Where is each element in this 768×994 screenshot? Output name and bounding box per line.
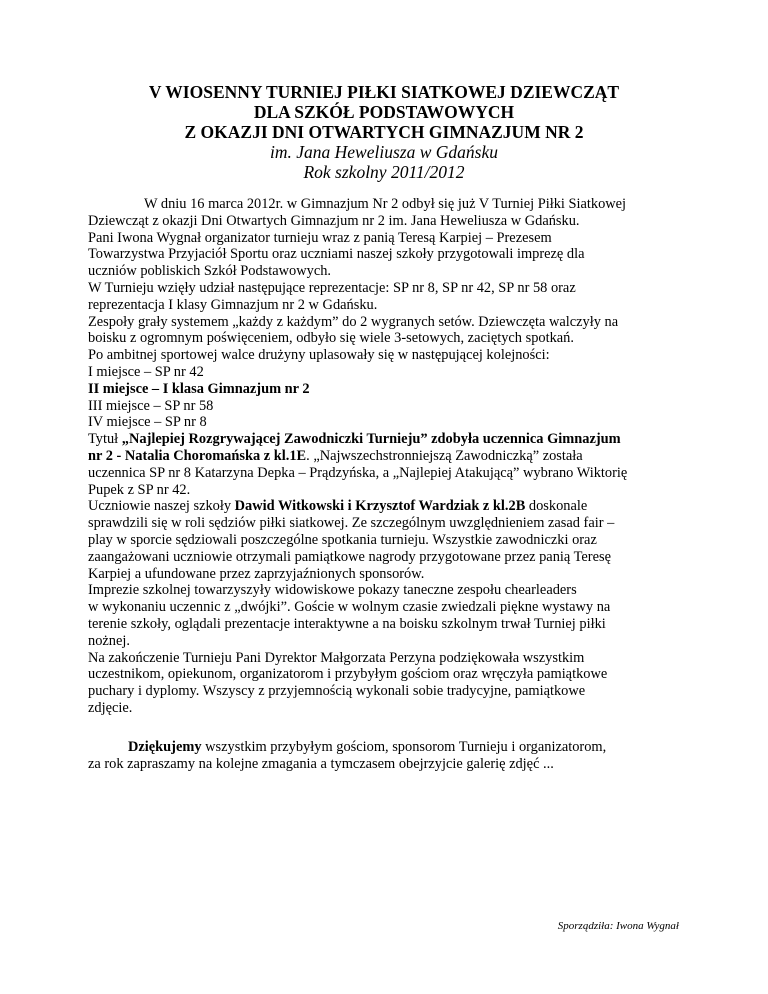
paragraph-line: Pani Iwona Wygnał organizator turnieju wraz z panią Teresą Karpiej – Prezesem bbox=[88, 229, 552, 246]
text: . „Najwszechstronniejszą Zawodniczką” została bbox=[306, 447, 583, 464]
signature: Sporządziła: Iwona Wygnał bbox=[557, 920, 679, 932]
paragraph-line: Imprezie szkolnej towarzyszyły widowiskowe pokazy taneczne zespołu chearleaders bbox=[88, 582, 577, 599]
paragraph-line: zaangażowani uczniowie otrzymali pamiątkowe nagrody przygotowane przez panią Teresę bbox=[88, 548, 611, 565]
article-body bbox=[88, 196, 688, 717]
bold-text: nr 2 - Natalia Choromańska z kl.1E bbox=[88, 447, 307, 464]
paragraph-line: za rok zapraszamy na kolejne zmagania a tymczasem obejrzyjcie galerię zdjęć ... bbox=[88, 755, 554, 772]
paragraph-line: Karpiej a ufundowane przez zaprzyjaźnionych sponsorów. bbox=[88, 565, 425, 582]
closing-paragraph bbox=[88, 739, 688, 773]
paragraph-line: Po ambitnej sportowej walce drużyny uplasowały się w następującej kolejności: bbox=[88, 347, 550, 364]
title-line-2: DLA SZKÓŁ PODSTAWOWYCH bbox=[253, 102, 515, 122]
text: Tytuł bbox=[88, 431, 122, 448]
paragraph-line: Towarzystwa Przyjaciół Sportu oraz uczniami naszej szkoły przygotowali imprezę dla bbox=[88, 246, 585, 263]
paragraph-line: Pupek z SP nr 42. bbox=[88, 481, 191, 498]
paragraph-line: uczestnikom, opiekunom, organizatorom i przybyłym gościom oraz wręczyła pamiątkowe bbox=[88, 666, 608, 683]
paragraph-line: terenie szkoły, oglądali prezentacje interaktywne a na boisku szkolnym trwał Turniej piłki bbox=[88, 615, 606, 632]
title-line-1: V WIOSENNY TURNIEJ PIŁKI SIATKOWEJ DZIEWCZĄT bbox=[148, 82, 620, 102]
ranking-place-1: I miejsce – SP nr 42 bbox=[88, 363, 204, 380]
paragraph-line: puchary i dyplomy. Wszyscy z przyjemnością wykonali sobie tradycyjne, pamiątkowe bbox=[88, 683, 586, 700]
ranking-place-3: III miejsce – SP nr 58 bbox=[88, 397, 214, 414]
paragraph-line: boisku z ogromnym poświęceniem, odbyło się wiele 3-setowych, zaciętych spotkań. bbox=[88, 330, 574, 347]
bold-text: Dziękujemy bbox=[128, 739, 202, 755]
paragraph-line: zdjęcie. bbox=[88, 699, 133, 716]
text: doskonale bbox=[525, 498, 588, 515]
title-line-4: im. Jana Heweliusza w Gdańsku bbox=[270, 142, 498, 162]
paragraph-line: sprawdzili się w roli sędziów piłki siatkowej. Ze szczególnym uwzględnieniem zasad fair – bbox=[88, 515, 615, 532]
title-line-5: Rok szkolny 2011/2012 bbox=[303, 162, 465, 182]
paragraph-line: Dziewcząt z okazji Dni Otwartych Gimnazjum nr 2 im. Jana Heweliusza w Gdańsku. bbox=[88, 212, 580, 229]
paragraph-line: W Turnieju wzięły udział następujące reprezentacje: SP nr 8, SP nr 42, SP nr 58 oraz bbox=[88, 279, 576, 296]
ranking-place-2: II miejsce – I klasa Gimnazjum nr 2 bbox=[88, 380, 310, 397]
ranking-place-4: IV miejsce – SP nr 8 bbox=[88, 414, 207, 431]
paragraph-line bbox=[88, 448, 688, 465]
paragraph-line: nożnej. bbox=[88, 632, 130, 649]
paragraph-line: uczennica SP nr 8 Katarzyna Depka – Prądzyńska, a „Najlepiej Atakującą” wybrano Wiktorię bbox=[88, 464, 628, 481]
bold-text: Dawid Witkowski i Krzysztof Wardziak z kl.2B bbox=[234, 498, 526, 515]
paragraph-line: W dniu 16 marca 2012r. w Gimnazjum Nr 2 odbył się już V Turniej Piłki Siatkowej bbox=[144, 196, 627, 212]
title-line-3: Z OKAZJI DNI OTWARTYCH GIMNAZJUM NR 2 bbox=[184, 122, 584, 142]
paragraph-line: Zespoły grały systemem „każdy z każdym” do 2 wygranych setów. Dziewczęta walczyły na bbox=[88, 313, 619, 330]
text: Uczniowie naszej szkoły bbox=[88, 498, 235, 515]
paragraph-line: w wykonaniu uczennic z „dwójki”. Goście w wolnym czasie zwiedzali piękne wystawy na bbox=[88, 599, 611, 616]
paragraph-line: reprezentacja I klasy Gimnazjum nr 2 w Gdańsku. bbox=[88, 296, 378, 313]
paragraph-line: Na zakończenie Turnieju Pani Dyrektor Małgorzata Perzyna podziękowała wszystkim bbox=[88, 649, 585, 666]
paragraph-line bbox=[88, 498, 688, 515]
paragraph-line: play w sporcie sędziowali poszczególne spotkania turnieju. Wszystkie zawodniczki oraz bbox=[88, 531, 597, 548]
bold-text: „Najlepiej Rozgrywającej Zawodniczki Turnieju” zdobyła uczennica Gimnazjum bbox=[121, 431, 621, 448]
paragraph-line bbox=[88, 739, 688, 756]
text: wszystkim przybyłym gościom, sponsorom Turnieju i organizatorom, bbox=[201, 739, 607, 755]
paragraph-line bbox=[88, 431, 688, 448]
paragraph-line: uczniów pobliskich Szkół Podstawowych. bbox=[88, 263, 332, 280]
